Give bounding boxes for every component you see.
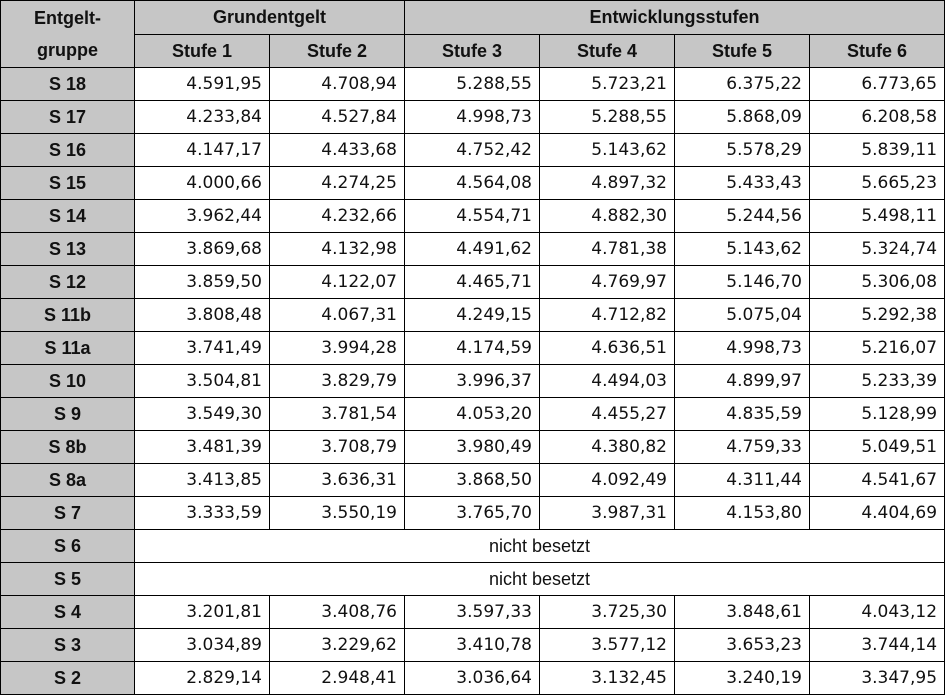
table-cell-value: 5.288,55 [540,101,675,134]
table-cell-value: 3.408,76 [270,596,405,629]
table-cell-value: 3.549,30 [135,398,270,431]
row-group-label: S 13 [1,233,135,266]
table-cell-value: 5.075,04 [675,299,810,332]
table-row [1,629,945,662]
table-cell-value: 5.049,51 [810,431,945,464]
table-cell-value: 4.998,73 [405,101,540,134]
table-cell-value: 4.769,97 [540,266,675,299]
table-cell-value: 3.410,78 [405,629,540,662]
table-cell-value: 4.491,62 [405,233,540,266]
stufe-header: Stufe 1 [135,35,270,68]
table-cell-value: 4.835,59 [675,398,810,431]
column-header-line1: Entgelt- [34,8,101,28]
table-cell-value: 3.994,28 [270,332,405,365]
table-cell-value: 4.311,44 [675,464,810,497]
table-cell-value: 3.980,49 [405,431,540,464]
table-row [1,431,945,464]
table-cell-value: 4.712,82 [540,299,675,332]
table-cell-value: 3.725,30 [540,596,675,629]
table-cell-value: 3.036,64 [405,662,540,695]
table-cell-note: nicht besetzt [135,530,945,563]
table-cell-value: 3.653,23 [675,629,810,662]
table-cell-value: 3.708,79 [270,431,405,464]
table-cell-value: 4.380,82 [540,431,675,464]
table-cell-value: 3.413,85 [135,464,270,497]
table-cell-value: 3.201,81 [135,596,270,629]
table-cell-value: 5.128,99 [810,398,945,431]
table-cell-value: 3.987,31 [540,497,675,530]
table-cell-value: 5.233,39 [810,365,945,398]
table-cell-value: 4.554,71 [405,200,540,233]
table-cell-value: 4.174,59 [405,332,540,365]
table-cell-value: 4.899,97 [675,365,810,398]
table-cell-value: 5.143,62 [675,233,810,266]
table-cell-value: 2.948,41 [270,662,405,695]
stufe-header: Stufe 6 [810,35,945,68]
row-group-label: S 18 [1,68,135,101]
table-cell-value: 4.404,69 [810,497,945,530]
table-cell-note: nicht besetzt [135,563,945,596]
table-cell-value: 4.465,71 [405,266,540,299]
stufe-header: Stufe 5 [675,35,810,68]
table-cell-value: 5.433,43 [675,167,810,200]
table-cell-value: 3.744,14 [810,629,945,662]
table-row [1,167,945,200]
table-cell-value: 4.759,33 [675,431,810,464]
table-row [1,530,945,563]
table-cell-value: 3.597,33 [405,596,540,629]
table-cell-value: 4.132,98 [270,233,405,266]
table-cell-value: 5.578,29 [675,134,810,167]
row-group-label: S 8a [1,464,135,497]
table-cell-value: 4.233,84 [135,101,270,134]
table-cell-value: 4.752,42 [405,134,540,167]
group-header-entwicklungsstufen: Entwicklungsstufen [405,1,945,35]
row-group-label: S 15 [1,167,135,200]
table-cell-value: 5.288,55 [405,68,540,101]
row-group-label: S 6 [1,530,135,563]
table-row [1,497,945,530]
column-header-line2: gruppe [37,40,98,60]
row-group-label: S 9 [1,398,135,431]
table-cell-value: 4.882,30 [540,200,675,233]
table-row [1,398,945,431]
table-row [1,101,945,134]
table-cell-value: 5.143,62 [540,134,675,167]
table-cell-value: 5.216,07 [810,332,945,365]
table-cell-value: 3.829,79 [270,365,405,398]
row-group-label: S 2 [1,662,135,695]
row-group-label: S 8b [1,431,135,464]
table-cell-value: 4.122,07 [270,266,405,299]
table-cell-value: 5.498,11 [810,200,945,233]
table-row [1,266,945,299]
table-cell-value: 3.636,31 [270,464,405,497]
table-cell-value: 5.146,70 [675,266,810,299]
table-cell-value: 6.773,65 [810,68,945,101]
table-cell-value: 4.053,20 [405,398,540,431]
table-cell-value: 4.153,80 [675,497,810,530]
table-cell-value: 3.848,61 [675,596,810,629]
table-cell-value: 4.043,12 [810,596,945,629]
table-cell-value: 4.636,51 [540,332,675,365]
table-cell-value: 4.527,84 [270,101,405,134]
row-group-label: S 14 [1,200,135,233]
table-cell-value: 3.765,70 [405,497,540,530]
table-body [1,68,945,695]
table-cell-value: 5.324,74 [810,233,945,266]
table-cell-value: 6.375,22 [675,68,810,101]
row-group-label: S 16 [1,134,135,167]
table-cell-value: 4.541,67 [810,464,945,497]
group-header-grundentgelt: Grundentgelt [135,1,405,35]
table-cell-value: 3.504,81 [135,365,270,398]
table-cell-value: 5.665,23 [810,167,945,200]
table-cell-value: 4.455,27 [540,398,675,431]
table-row [1,134,945,167]
table-cell-value: 3.808,48 [135,299,270,332]
table-cell-value: 5.868,09 [675,101,810,134]
table-cell-value: 3.859,50 [135,266,270,299]
table-cell-value: 3.741,49 [135,332,270,365]
column-header-entgeltgruppe [1,1,135,68]
table-cell-value: 5.244,56 [675,200,810,233]
table-cell-value: 3.869,68 [135,233,270,266]
table-cell-value: 3.034,89 [135,629,270,662]
table-row [1,563,945,596]
row-group-label: S 12 [1,266,135,299]
stufe-header: Stufe 2 [270,35,405,68]
table-row [1,200,945,233]
table-cell-value: 4.092,49 [540,464,675,497]
table-cell-value: 4.433,68 [270,134,405,167]
table-row [1,68,945,101]
row-group-label: S 4 [1,596,135,629]
table-row [1,332,945,365]
table-cell-value: 3.868,50 [405,464,540,497]
table-cell-value: 3.962,44 [135,200,270,233]
table-cell-value: 4.564,08 [405,167,540,200]
table-cell-value: 3.550,19 [270,497,405,530]
table-cell-value: 3.229,62 [270,629,405,662]
table-row [1,233,945,266]
table-cell-value: 4.708,94 [270,68,405,101]
row-group-label: S 5 [1,563,135,596]
table-cell-value: 4.067,31 [270,299,405,332]
table-cell-value: 4.232,66 [270,200,405,233]
table-cell-value: 3.132,45 [540,662,675,695]
table-cell-value: 4.147,17 [135,134,270,167]
table-cell-value: 2.829,14 [135,662,270,695]
row-group-label: S 10 [1,365,135,398]
table-cell-value: 4.000,66 [135,167,270,200]
table-cell-value: 3.240,19 [675,662,810,695]
table-cell-value: 3.577,12 [540,629,675,662]
table-cell-value: 4.249,15 [405,299,540,332]
table-cell-value: 4.998,73 [675,332,810,365]
table-cell-value: 4.781,38 [540,233,675,266]
table-cell-value: 5.723,21 [540,68,675,101]
table-row [1,365,945,398]
table-cell-value: 5.306,08 [810,266,945,299]
row-group-label: S 7 [1,497,135,530]
table-row [1,662,945,695]
row-group-label: S 17 [1,101,135,134]
table-cell-value: 3.996,37 [405,365,540,398]
stufe-header: Stufe 3 [405,35,540,68]
table-cell-value: 3.781,54 [270,398,405,431]
stufe-header: Stufe 4 [540,35,675,68]
table-row [1,299,945,332]
table-cell-value: 3.347,95 [810,662,945,695]
row-group-label: S 3 [1,629,135,662]
table-cell-value: 6.208,58 [810,101,945,134]
table-cell-value: 5.839,11 [810,134,945,167]
table-row [1,596,945,629]
table-row [1,464,945,497]
table-cell-value: 4.274,25 [270,167,405,200]
table-cell-value: 4.591,95 [135,68,270,101]
table-cell-value: 4.897,32 [540,167,675,200]
row-group-label: S 11a [1,332,135,365]
table-cell-value: 3.333,59 [135,497,270,530]
table-cell-value: 4.494,03 [540,365,675,398]
table-cell-value: 5.292,38 [810,299,945,332]
row-group-label: S 11b [1,299,135,332]
table-cell-value: 3.481,39 [135,431,270,464]
